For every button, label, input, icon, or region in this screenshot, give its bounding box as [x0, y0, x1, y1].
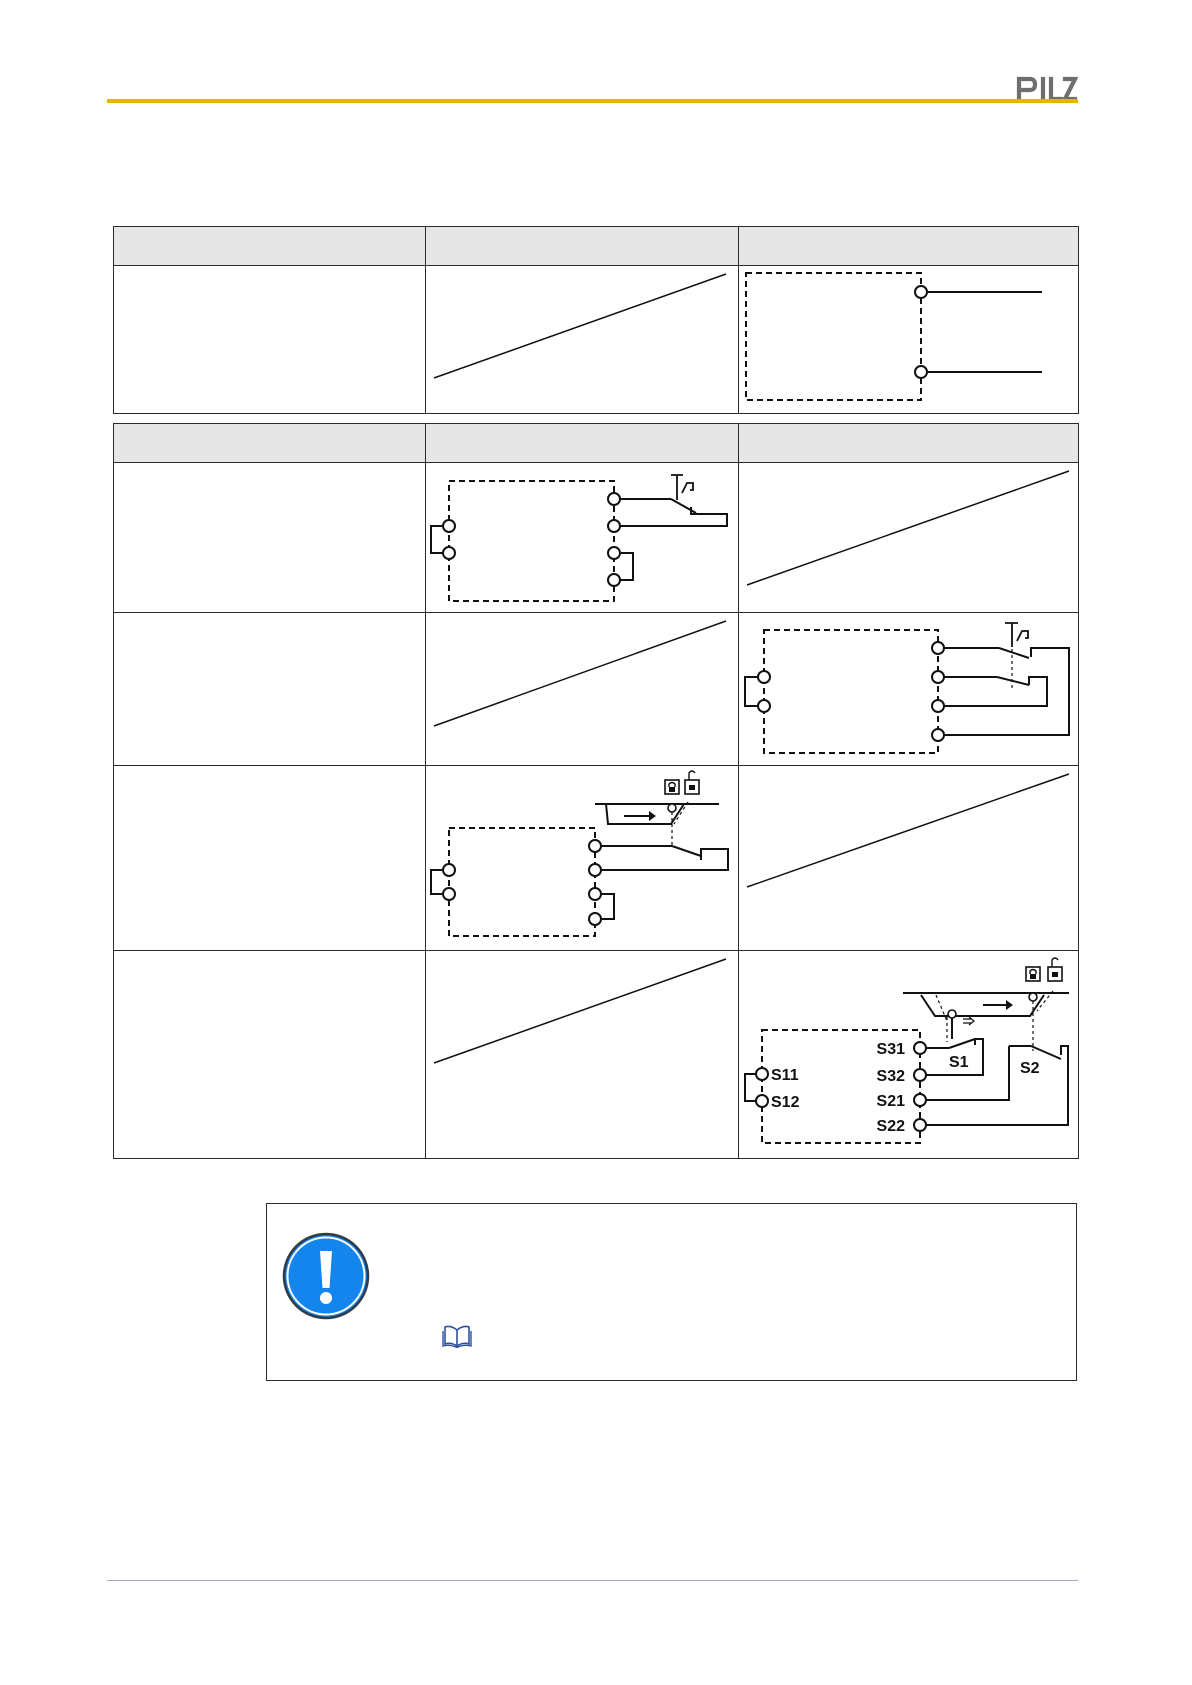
wiring-diagram-cell: [739, 266, 1079, 414]
unlock-icon: [685, 771, 699, 794]
description-cell: [114, 266, 426, 414]
table-header-row: [114, 424, 1079, 463]
emergency-stop-icon: [671, 475, 693, 500]
wiring-diagram-two-terminals: [739, 266, 1078, 413]
header-cell: [739, 227, 1079, 266]
wiring-diagram-cell: [426, 463, 739, 613]
diagonal-strike: [426, 266, 738, 413]
not-applicable-cell: [426, 266, 739, 414]
exclamation-icon: [282, 1232, 370, 1320]
wiring-table-top: [113, 226, 1079, 414]
diagonal-strike: [426, 951, 738, 1158]
terminal-label: S11: [771, 1067, 799, 1084]
wiring-diagram-cell: [739, 613, 1079, 766]
terminal-label: S32: [876, 1068, 905, 1085]
dual-channel-gate-diagram: [739, 951, 1078, 1158]
footer-rule: [107, 1580, 1078, 1581]
table-header-row: [114, 227, 1079, 266]
terminal-label: S21: [876, 1093, 905, 1110]
description-cell: [114, 951, 426, 1159]
wiring-diagram-cell: [426, 766, 739, 951]
header-cell: [114, 424, 426, 463]
single-channel-gate-diagram: [426, 766, 738, 950]
table-row: [114, 613, 1079, 766]
table-row: [114, 266, 1079, 414]
table-row: [114, 463, 1079, 613]
terminal-label: S22: [876, 1118, 905, 1135]
switch-label: S2: [1020, 1060, 1040, 1077]
header-cell: [426, 227, 739, 266]
not-applicable-cell: [426, 613, 739, 766]
header-cell: [426, 424, 739, 463]
diagonal-strike: [426, 613, 738, 765]
not-applicable-cell: [739, 463, 1079, 613]
terminal-label: S31: [876, 1041, 905, 1058]
description-cell: [114, 613, 426, 766]
description-cell: [114, 463, 426, 613]
unlock-icon: [1048, 958, 1062, 981]
switch-label: S1: [949, 1054, 969, 1071]
lock-icon: [665, 780, 679, 794]
diagonal-strike: [739, 766, 1078, 950]
table-row: [114, 766, 1079, 951]
header-rule: [107, 99, 1078, 103]
emergency-stop-icon: [1005, 623, 1028, 647]
description-cell: [114, 766, 426, 951]
not-applicable-cell: [426, 951, 739, 1159]
terminal-label: S12: [771, 1094, 800, 1111]
header-cell: [739, 424, 1079, 463]
wiring-table-bottom: [113, 423, 1079, 1159]
lock-icon: [1026, 967, 1040, 981]
notice-box: [266, 1203, 1077, 1381]
book-icon: [442, 1324, 472, 1348]
header-cell: [114, 227, 426, 266]
dual-channel-estop-diagram: [739, 613, 1078, 765]
wiring-diagram-cell: [739, 951, 1079, 1159]
table-row: [114, 951, 1079, 1159]
diagonal-strike: [739, 463, 1078, 612]
not-applicable-cell: [739, 766, 1079, 951]
single-channel-estop-diagram: [426, 463, 738, 612]
